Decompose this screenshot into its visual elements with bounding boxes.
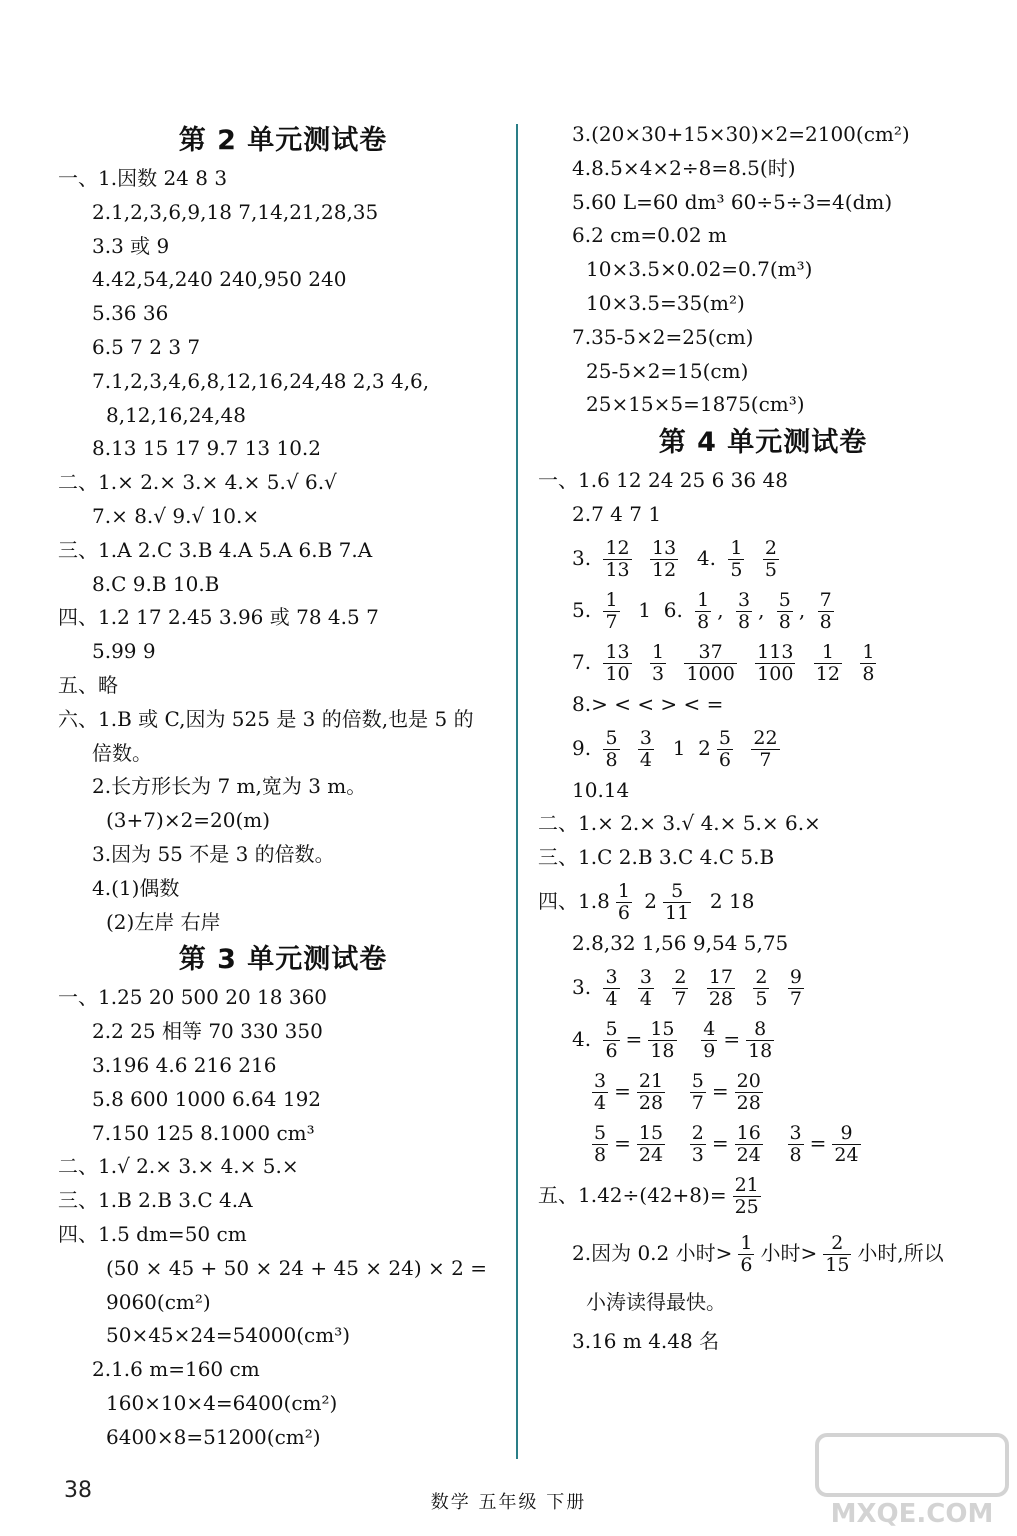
label: 9. — [572, 735, 592, 760]
left-column — [58, 120, 508, 1454]
fraction: $\frac{9}{24}$ — [834, 1121, 859, 1166]
u3-line: 160×10×4=6400(cm²) — [106, 1390, 338, 1415]
fraction: $\frac{3}{4}$ — [639, 965, 652, 1010]
value: 2 18 — [709, 888, 755, 913]
u2-line: 2.长方形长为 7 m,宽为 3 m。 — [92, 774, 367, 799]
u2-line: 7.1,2,3,4,6,8,12,16,24,48 2,3 4,6, — [92, 368, 430, 393]
fraction: $\frac{2}{7}$ — [674, 965, 687, 1010]
u4-q5: 5. $\frac{1}{7}$ 1 6. $\frac{1}{8}$ , $\frac{3}{8}$ , $\frac{5}{8}$ , $\frac{7}{8}$ — [572, 588, 832, 633]
u3-line: 四、1.5 dm=50 cm — [58, 1221, 247, 1246]
u3-line: 5.8 600 1000 6.64 192 — [92, 1086, 322, 1111]
fraction: $\frac{37}{1000}$ — [686, 640, 735, 685]
u4-line: 2.7 4 7 1 — [572, 501, 662, 526]
u4-part3: 三、1.C 2.B 3.C 4.C 5.B — [538, 845, 775, 870]
fraction: $\frac{15}{18}$ — [650, 1017, 675, 1062]
u2-line: 二、1.× 2.× 3.× 4.× 5.√ 6.√ — [58, 470, 337, 495]
fraction: $\frac{5}{7}$ — [691, 1069, 704, 1114]
u4-part5-1 — [538, 1169, 988, 1221]
u4-part5-2b: 小涛读得最快。 — [586, 1289, 726, 1314]
u4-q8: 8.> < < > < = — [572, 691, 724, 716]
fraction: $\frac{4}{9}$ — [703, 1017, 716, 1062]
fraction: $\frac{15}{24}$ — [638, 1121, 664, 1166]
u4-part4-2: 2.8,32 1,56 9,54 5,75 — [572, 930, 789, 955]
fraction: $\frac{3}{8}$ — [737, 588, 751, 633]
u4-part4-1: 四、1.8 $\frac{1}{6}$ 2 $\frac{5}{11}$ 2 18 — [538, 879, 755, 924]
watermark-text: MXQE.COM — [830, 1499, 994, 1529]
u3-line: 2.1.6 m=160 cm — [92, 1357, 260, 1382]
u3r-line: 4.8.5×4×2÷8=8.5(时) — [572, 155, 796, 180]
fraction: $\frac{1}{3}$ — [652, 640, 665, 685]
u2-line: 4.(1)偶数 — [92, 875, 180, 900]
u2-line: 5.36 36 — [92, 301, 169, 326]
u2-line: 一、1.因数 24 8 3 — [58, 166, 228, 190]
fraction: $\frac{5}{8}$ — [778, 588, 791, 633]
fraction: $\frac{8}{18}$ — [748, 1017, 773, 1062]
label: 四、1. — [538, 888, 598, 913]
fraction: $\frac{1}{6}$ — [740, 1231, 753, 1276]
u4-line: 一、1.6 12 24 25 6 36 48 — [538, 468, 788, 493]
u2-line: 五、略 — [58, 672, 118, 697]
column-divider — [516, 124, 518, 1459]
label: 五、1.42÷(42+8)= — [538, 1182, 727, 1207]
fraction: $\frac{22}{7}$ — [753, 726, 778, 771]
u2-line: 六、1.B 或 C,因为 525 是 3 的倍数,也是 5 的 — [58, 706, 474, 731]
fraction: $\frac{1}{8}$ — [697, 588, 710, 633]
u4-q3 — [538, 532, 988, 584]
label: 3. — [572, 974, 592, 999]
fraction: $\frac{2}{5}$ — [755, 965, 768, 1010]
u4-part4-3 — [538, 961, 988, 1013]
unit2-title: 第 2 单元测试卷 — [178, 125, 388, 156]
fraction: $\frac{20}{28}$ — [736, 1069, 761, 1114]
u3r-line: 6.2 cm=0.02 m — [572, 223, 727, 248]
u3r-line: 7.35-5×2=25(cm) — [572, 324, 754, 349]
u3-line: 2.2 25 相等 70 330 350 — [92, 1019, 323, 1044]
u3-line: 三、1.B 2.B 3.C 4.A — [58, 1188, 253, 1213]
u3-line: (50 × 45 + 50 × 24 + 45 × 24) × 2 = — [106, 1255, 487, 1280]
fraction: $\frac{5}{8}$ — [594, 1121, 607, 1166]
watermark-logo — [812, 1430, 1012, 1530]
u3r-line: 10×3.5×0.02=0.7(m³) — [586, 257, 813, 282]
label: 6. — [663, 597, 683, 622]
u3-line: 二、1.√ 2.× 3.× 4.× 5.× — [58, 1154, 299, 1179]
fraction: $\frac{5}{6}$ — [718, 726, 731, 771]
fraction: $\frac{5}{6}$ — [605, 1017, 618, 1062]
u2-line: 8,12,16,24,48 — [106, 402, 246, 427]
fraction: $\frac{2}{15}$ — [825, 1231, 850, 1276]
u3-line: 9060(cm²) — [106, 1289, 211, 1314]
u2-line: 6.5 7 2 3 7 — [92, 334, 201, 359]
u3-line: 7.150 125 8.1000 cm³ — [92, 1120, 315, 1145]
u2-line: 8.C 9.B 10.B — [92, 571, 220, 596]
fraction: $\frac{3}{4}$ — [594, 1069, 607, 1114]
u4-q10: 10.14 — [572, 777, 630, 802]
u4-part4-4-row: 4. $\frac{5}{6}$ = $\frac{15}{18}$ $\frac{4}{9}$ = $\frac{8}{18}$ — [572, 1017, 773, 1062]
fraction: $\frac{17}{28}$ — [708, 965, 733, 1010]
fraction: $\frac{12}{13}$ — [605, 536, 630, 581]
fraction: $\frac{1}{8}$ — [862, 640, 875, 685]
u2-line: (2)左岸 右岸 — [106, 909, 221, 934]
label: 7. — [572, 649, 592, 674]
u2-line: 7.× 8.√ 9.√ 10.× — [92, 503, 260, 528]
unit4-title: 第 4 单元测试卷 — [658, 427, 868, 459]
fraction: $\frac{7}{8}$ — [819, 588, 832, 633]
u2-line: 2.1,2,3,6,9,18 7,14,21,28,35 — [92, 199, 379, 224]
label: 4. — [572, 1026, 592, 1051]
u3r-line: 10×3.5=35(m²) — [586, 290, 745, 315]
u2-line: 5.99 9 — [92, 639, 156, 664]
u4-part2: 二、1.× 2.× 3.√ 4.× 5.× 6.× — [538, 811, 821, 836]
u2-line: 8.13 15 17 9.7 13 10.2 — [92, 436, 322, 461]
fraction: $\frac{16}{24}$ — [736, 1121, 761, 1166]
u2-line: 四、1.2 17 2.45 3.96 或 78 4.5 7 — [58, 605, 379, 630]
fraction: $\frac{3}{4}$ — [639, 726, 652, 771]
u3r-line: 25×15×5=1875(cm³) — [586, 392, 805, 417]
fraction: $\frac{5}{11}$ — [665, 879, 690, 924]
u2-line: 倍数。 — [92, 740, 152, 765]
value: 2 — [698, 735, 711, 760]
fraction: $\frac{2}{3}$ — [691, 1121, 704, 1166]
u4-part4-4-row: $\frac{5}{8}$ = $\frac{15}{24}$ $\frac{2}{3}$ = $\frac{16}{24}$ $\frac{3}{8}$ = $\frac{9}{24}$ — [594, 1121, 859, 1166]
u3-line: 3.196 4.6 216 216 — [92, 1052, 277, 1077]
fraction: $\frac{3}{8}$ — [789, 1121, 802, 1166]
u3r-line: 5.60 L=60 dm³ 60÷5÷3=4(dm) — [572, 189, 893, 214]
u4-part4-4-row: $\frac{3}{4}$ = $\frac{21}{28}$ $\frac{5}{7}$ = $\frac{20}{28}$ — [594, 1069, 761, 1114]
label: 4. — [696, 545, 716, 570]
fraction: $\frac{13}{12}$ — [652, 536, 677, 581]
unit3-title: 第 3 单元测试卷 — [178, 944, 388, 976]
fraction: $\frac{1}{6}$ — [617, 879, 630, 924]
footer-text: 数学 五年级 下册 — [430, 1492, 587, 1513]
fraction: $\frac{1}{5}$ — [730, 536, 743, 581]
u4-q7 — [538, 636, 988, 688]
u4-part5-3: 3.16 m 4.48 名 — [572, 1328, 720, 1353]
fraction: $\frac{113}{100}$ — [757, 640, 794, 685]
u2-line: 4.42,54,240 240,950 240 — [92, 267, 347, 292]
u4-q9 — [538, 722, 988, 774]
fraction: $\frac{21}{28}$ — [638, 1069, 664, 1114]
value: 1 — [638, 597, 651, 622]
fraction: $\frac{1}{7}$ — [605, 588, 618, 633]
fraction: $\frac{2}{5}$ — [764, 536, 777, 581]
u3r-line: 3.(20×30+15×30)×2=2100(cm²) — [572, 122, 910, 146]
fraction: $\frac{21}{25}$ — [734, 1173, 759, 1218]
right-column — [538, 118, 988, 1359]
fraction: $\frac{5}{8}$ — [605, 726, 618, 771]
u2-line: 3.因为 55 不是 3 的倍数。 — [92, 841, 335, 866]
u2-line: 三、1.A 2.C 3.B 4.A 5.A 6.B 7.A — [58, 537, 373, 562]
value: 1 — [672, 735, 686, 760]
label: 3. — [572, 545, 592, 570]
u3-line: 6400×8=51200(cm²) — [106, 1424, 321, 1449]
page-number: 38 — [64, 1478, 92, 1503]
u3-line: 一、1.25 20 500 20 18 360 — [58, 985, 328, 1010]
u2-line: 3.3 或 9 — [92, 233, 170, 258]
u3r-line: 25-5×2=15(cm) — [586, 358, 749, 383]
label: 5. — [572, 597, 592, 622]
u3-line: 50×45×24=54000(cm³) — [106, 1323, 351, 1348]
u4-part5-2: 2.因为 0.2 小时> $\frac{1}{6}$ 小时> $\frac{2}{15}$ 小时,所以 — [572, 1231, 944, 1276]
fraction: $\frac{13}{10}$ — [605, 640, 630, 685]
fraction: $\frac{1}{12}$ — [815, 640, 840, 685]
fraction: $\frac{3}{4}$ — [605, 965, 618, 1010]
fraction: $\frac{9}{7}$ — [789, 965, 802, 1010]
u2-line: (3+7)×2=20(m) — [106, 808, 271, 833]
